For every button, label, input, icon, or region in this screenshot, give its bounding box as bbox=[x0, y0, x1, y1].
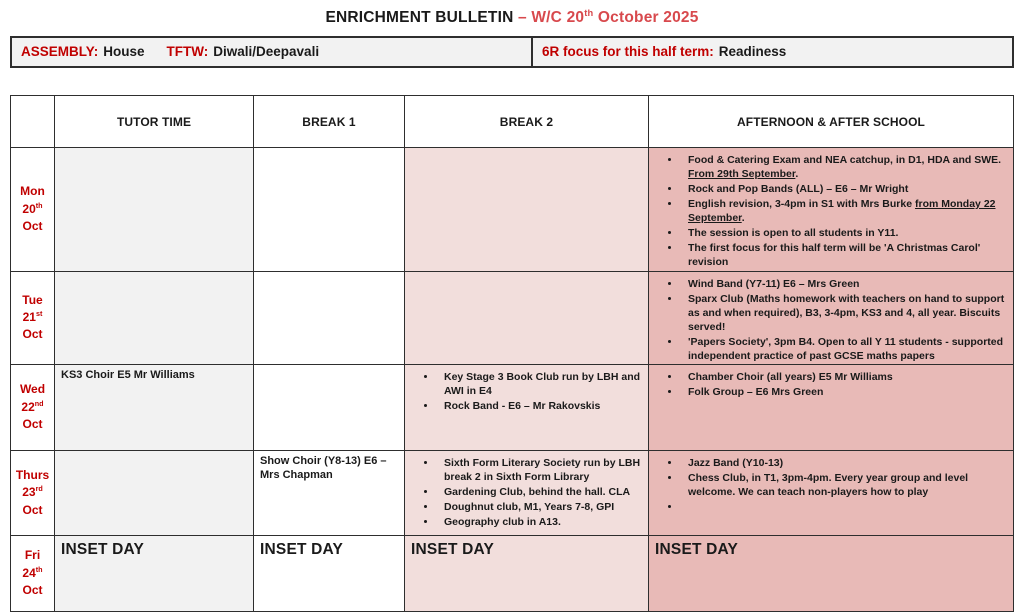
inset-day-label: INSET DAY bbox=[411, 540, 495, 558]
header-row bbox=[11, 96, 1014, 148]
inset-day-label: INSET DAY bbox=[655, 540, 739, 558]
cell-thurs-tutor-time bbox=[55, 450, 254, 535]
activity-item: • The first focus for this half term will be 'A Christmas Carol' revision bbox=[681, 241, 1013, 269]
cell-thurs-break-2 bbox=[405, 450, 649, 535]
activity-list bbox=[405, 370, 648, 413]
focus-label: 6R focus for this half term: bbox=[542, 44, 714, 59]
cell-tue-break-1 bbox=[254, 271, 405, 364]
day-label-fri: Fri 24th Oct bbox=[11, 535, 55, 611]
cell-tue-break-2 bbox=[405, 271, 649, 364]
activity-list bbox=[649, 277, 1013, 363]
row-wed bbox=[11, 364, 1014, 450]
cell-mon-break-1 bbox=[254, 148, 405, 272]
cell-fri-afternoon bbox=[649, 535, 1014, 611]
cell-fri-break-1 bbox=[254, 535, 405, 611]
cell-mon-tutor-time bbox=[55, 148, 254, 272]
day-label-tue: Tue 21st Oct bbox=[11, 271, 55, 364]
title-week bbox=[514, 9, 699, 26]
enrichment-timetable bbox=[10, 95, 1014, 612]
cell-fri-break-2 bbox=[405, 535, 649, 611]
row-fri bbox=[11, 535, 1014, 611]
cell-mon-afternoon bbox=[649, 148, 1014, 272]
activity-list bbox=[649, 370, 1013, 399]
cell-mon-break-2 bbox=[405, 148, 649, 272]
activity-item: • Folk Group – E6 Mrs Green bbox=[681, 385, 1013, 399]
inset-day-label: INSET DAY bbox=[61, 540, 145, 558]
activity-item: • Rock Band - E6 – Mr Rakovskis bbox=[437, 399, 648, 413]
activity-item: • Rock and Pop Bands (ALL) – E6 – Mr Wright bbox=[681, 182, 1013, 196]
activity-text: KS3 Choir E5 Mr Williams bbox=[61, 368, 195, 381]
activity-item: • Gardening Club, behind the hall. CLA bbox=[437, 485, 648, 499]
timetable-body bbox=[11, 148, 1014, 612]
activity-list bbox=[649, 456, 1013, 514]
activity-item: • Doughnut club, M1, Years 7-8, GPI bbox=[437, 500, 648, 514]
activity-list bbox=[405, 456, 648, 529]
page-title bbox=[0, 0, 1024, 27]
header-day-column bbox=[11, 96, 55, 148]
title-main: ENRICHMENT BULLETIN bbox=[325, 9, 514, 26]
activity-item: • The session is open to all students in Y11. bbox=[681, 226, 1013, 240]
half-term-focus-cell bbox=[533, 38, 1012, 66]
header-tutor-time: TUTOR TIME bbox=[55, 96, 254, 148]
activity-item: • Sparx Club (Maths homework with teachers on hand to support as and when required), B3, 3-4pm, KS3 and 4, all year. Biscuits served! bbox=[681, 292, 1013, 334]
cell-fri-tutor-time bbox=[55, 535, 254, 611]
assembly-tftw-cell bbox=[12, 38, 533, 66]
row-mon bbox=[11, 148, 1014, 272]
day-label-mon: Mon 20th Oct bbox=[11, 148, 55, 272]
focus-value: Readiness bbox=[718, 44, 787, 59]
tftw-label: TFTW: bbox=[166, 44, 209, 59]
activity-text: Show Choir (Y8-13) E6 – Mrs Chapman bbox=[260, 454, 387, 482]
inset-day-label: INSET DAY bbox=[260, 540, 344, 558]
cell-wed-afternoon bbox=[649, 364, 1014, 450]
cell-thurs-break-1 bbox=[254, 450, 405, 535]
cell-tue-afternoon bbox=[649, 271, 1014, 364]
assembly-label: ASSEMBLY: bbox=[21, 44, 99, 59]
cell-tue-tutor-time bbox=[55, 271, 254, 364]
header-break-1: BREAK 1 bbox=[254, 96, 405, 148]
activity-item bbox=[681, 500, 1013, 514]
cell-wed-break-1 bbox=[254, 364, 405, 450]
cell-wed-break-2 bbox=[405, 364, 649, 450]
title-week-suffix: October 2025 bbox=[593, 9, 699, 26]
activity-item: • Chess Club, in T1, 3pm-4pm. Every year group and level welcome. We can teach non-players how to play bbox=[681, 471, 1013, 499]
activity-item: • English revision, 3-4pm in S1 with Mrs Burke from Monday 22 September. bbox=[681, 197, 1013, 225]
cell-thurs-afternoon bbox=[649, 450, 1014, 535]
header-break-2: BREAK 2 bbox=[405, 96, 649, 148]
cell-wed-tutor-time bbox=[55, 364, 254, 450]
activity-item: • Sixth Form Literary Society run by LBH break 2 in Sixth Form Library bbox=[437, 456, 648, 484]
activity-item: • Chamber Choir (all years) E5 Mr Williams bbox=[681, 370, 1013, 384]
activity-item: • Jazz Band (Y10-13) bbox=[681, 456, 1013, 470]
title-week-prefix: – W/C 20 bbox=[513, 9, 585, 26]
day-label-wed: Wed 22nd Oct bbox=[11, 364, 55, 450]
header-afternoon: AFTERNOON & AFTER SCHOOL bbox=[649, 96, 1014, 148]
activity-item: • Wind Band (Y7-11) E6 – Mrs Green bbox=[681, 277, 1013, 291]
assembly-value: House bbox=[103, 44, 145, 59]
activity-item: • 'Papers Society', 3pm B4. Open to all Y 11 students - supported independent practice of past GCSE maths papers bbox=[681, 335, 1013, 363]
title-week-ordinal: th bbox=[584, 7, 594, 18]
day-label-thurs: Thurs 23rd Oct bbox=[11, 450, 55, 535]
activity-item: • Food & Catering Exam and NEA catchup, in D1, HDA and SWE. From 29th September. bbox=[681, 153, 1013, 181]
activity-item: • Geography club in A13. bbox=[437, 515, 648, 529]
activity-item: • Key Stage 3 Book Club run by LBH and AWI in E4 bbox=[437, 370, 648, 398]
tftw-value: Diwali/Deepavali bbox=[213, 44, 320, 59]
info-bar bbox=[10, 36, 1014, 68]
row-tue bbox=[11, 271, 1014, 364]
activity-list bbox=[649, 153, 1013, 270]
row-thurs bbox=[11, 450, 1014, 535]
